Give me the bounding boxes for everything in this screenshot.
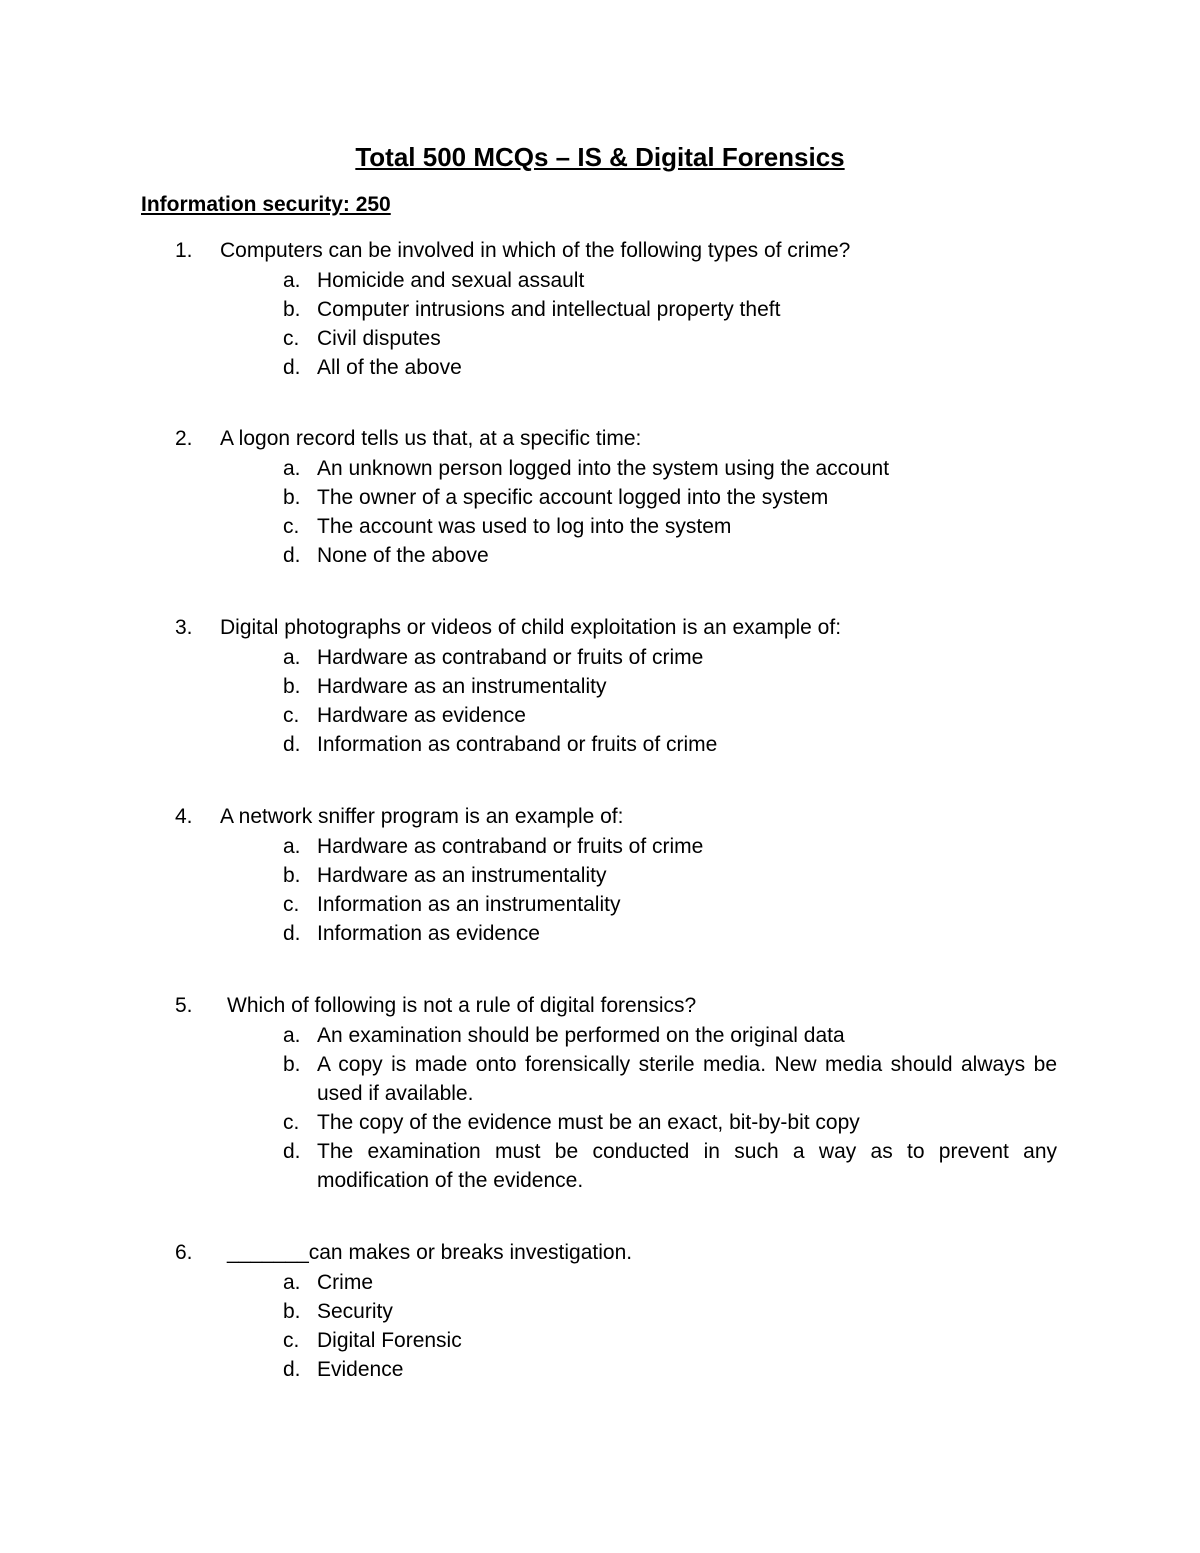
option-text: Digital Forensic: [317, 1329, 462, 1352]
question-2: [0, 424, 1200, 570]
option-letter: b.: [283, 675, 301, 698]
option-d: [0, 730, 1200, 759]
option-text: An unknown person logged into the system using the account: [317, 457, 890, 480]
option-letter: d.: [283, 356, 301, 379]
option-letter: b.: [283, 486, 301, 509]
question-6: [0, 1238, 1200, 1384]
option-letter: b.: [283, 1053, 301, 1076]
option-c: [0, 701, 1200, 730]
option-b: [0, 861, 1200, 890]
option-text: Hardware as contraband or fruits of crime: [317, 835, 704, 858]
option-c: [0, 890, 1200, 919]
option-letter: c.: [283, 515, 300, 538]
question-text: Digital photographs or videos of child exploitation is an example of:: [220, 616, 842, 639]
option-letter: a.: [283, 269, 301, 292]
question-1: [0, 236, 1200, 382]
option-list: [0, 1021, 1200, 1195]
option-b: [0, 483, 1200, 512]
option-b: [0, 1297, 1200, 1326]
option-letter: a.: [283, 457, 301, 480]
option-a: [0, 1021, 1200, 1050]
option-text: Hardware as contraband or fruits of crime: [317, 646, 704, 669]
option-d: [0, 1137, 1200, 1195]
option-d: [0, 1355, 1200, 1384]
option-text: None of the above: [317, 544, 489, 567]
option-b: [0, 672, 1200, 701]
option-text: The examination must be conducted in such a way as to prevent any modification of the evidence.: [317, 1140, 1057, 1192]
option-text: An examination should be performed on the original data: [317, 1024, 845, 1047]
option-b: [0, 1050, 1200, 1108]
question-number: 2.: [175, 427, 193, 450]
option-text: Security: [317, 1300, 393, 1323]
option-text: Hardware as evidence: [317, 704, 526, 727]
option-a: [0, 643, 1200, 672]
option-letter: b.: [283, 298, 301, 321]
question-text: _______can makes or breaks investigation.: [227, 1241, 633, 1264]
question-text: Computers can be involved in which of the following types of crime?: [220, 239, 851, 262]
option-list: [0, 832, 1200, 948]
option-text: A copy is made onto forensically sterile media. New media should always be used if available.: [317, 1053, 1057, 1105]
option-letter: a.: [283, 646, 301, 669]
option-text: Information as an instrumentality: [317, 893, 621, 916]
option-a: [0, 1268, 1200, 1297]
question-number: 5.: [175, 994, 193, 1017]
option-text: Information as contraband or fruits of crime: [317, 733, 718, 756]
option-letter: d.: [283, 922, 301, 945]
option-letter: b.: [283, 1300, 301, 1323]
question-5: [0, 991, 1200, 1195]
option-text: Homicide and sexual assault: [317, 269, 585, 292]
option-text: Crime: [317, 1271, 373, 1294]
option-letter: c.: [283, 704, 300, 727]
option-list: [0, 454, 1200, 570]
question-text: A network sniffer program is an example of:: [220, 805, 624, 828]
option-letter: b.: [283, 864, 301, 887]
option-text: The account was used to log into the system: [317, 515, 732, 538]
option-text: Evidence: [317, 1358, 404, 1381]
option-c: [0, 324, 1200, 353]
question-text: Which of following is not a rule of digital forensics?: [227, 994, 697, 1017]
question-number: 4.: [175, 805, 193, 828]
option-text: Civil disputes: [317, 327, 441, 350]
option-letter: a.: [283, 835, 301, 858]
option-text: Hardware as an instrumentality: [317, 864, 607, 887]
option-d: [0, 919, 1200, 948]
option-letter: c.: [283, 327, 300, 350]
option-c: [0, 1326, 1200, 1355]
option-c: [0, 1108, 1200, 1137]
option-a: [0, 454, 1200, 483]
option-text: All of the above: [317, 356, 462, 379]
question-4: [0, 802, 1200, 948]
option-letter: d.: [283, 1358, 301, 1381]
option-text: The owner of a specific account logged into the system: [317, 486, 829, 509]
option-text: Information as evidence: [317, 922, 540, 945]
option-letter: c.: [283, 1329, 300, 1352]
section-heading: Information security: 250: [141, 193, 391, 216]
option-letter: a.: [283, 1271, 301, 1294]
option-letter: d.: [283, 544, 301, 567]
question-number: 3.: [175, 616, 193, 639]
question-3: [0, 613, 1200, 759]
option-a: [0, 832, 1200, 861]
document-title: Total 500 MCQs – IS & Digital Forensics: [355, 142, 845, 172]
question-text: A logon record tells us that, at a specific time:: [220, 427, 642, 450]
option-list: [0, 266, 1200, 382]
option-letter: d.: [283, 1140, 301, 1163]
option-b: [0, 295, 1200, 324]
option-text: Computer intrusions and intellectual property theft: [317, 298, 781, 321]
question-number: 1.: [175, 239, 193, 262]
option-text: Hardware as an instrumentality: [317, 675, 607, 698]
option-list: [0, 1268, 1200, 1384]
option-d: [0, 541, 1200, 570]
option-text: The copy of the evidence must be an exact, bit-by-bit copy: [317, 1111, 860, 1134]
option-letter: d.: [283, 733, 301, 756]
option-a: [0, 266, 1200, 295]
option-c: [0, 512, 1200, 541]
option-letter: c.: [283, 893, 300, 916]
option-d: [0, 353, 1200, 382]
option-letter: a.: [283, 1024, 301, 1047]
option-letter: c.: [283, 1111, 300, 1134]
question-number: 6.: [175, 1241, 193, 1264]
option-list: [0, 643, 1200, 759]
